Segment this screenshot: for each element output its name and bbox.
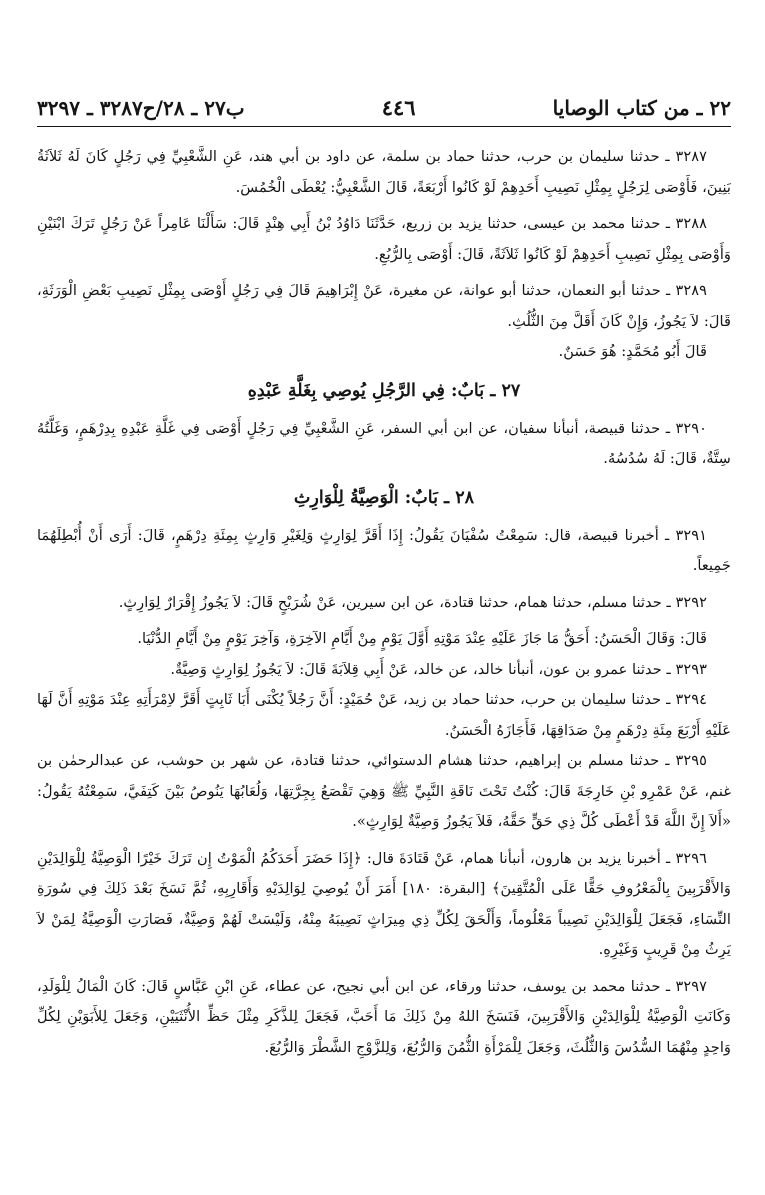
hadith-3290: ٣٢٩٠ ـ حدثنا قبيصة، أنبأنا سفيان، عن ابن أبي السفر، عَنِ الشَّعْبِيِّ فِي رَجُلٍ أَوْصَى فِي غَلَّةِ عَبْدِهِ بِدِرْهَمٍ، وَغَلَّتُهُ سِتَّةٌ، قَالَ: لَهُ سُدُسُهُ. — [37, 419, 731, 467]
running-header — [37, 86, 731, 127]
hadith-3293: ٣٢٩٣ ـ حدثنا عمرو بن عون، أنبأنا خالد، عن خالد، عَنْ أَبِي قِلاَبَةَ قَالَ: لاَ يَجُوزُ لِوَارِثٍ وَصِيَّةٌ. — [170, 660, 707, 678]
hadith-3292: ٣٢٩٢ ـ حدثنا مسلم، حدثنا همام، حدثنا قتادة، عن ابن سيرين، عَنْ شُرَيْحٍ قَالَ: لاَ يَجُوزُ إِقْرَارٌ لِوَارِثٍ. — [118, 593, 707, 611]
hadith-3287: ٣٢٨٧ ـ حدثنا سليمان بن حرب، حدثنا حماد بن سلمة، عن داود بن أبي هند، عَنِ الشَّعْبِيِّ فِي رَجُلٍ كَانَ لَهُ ثَلاَثَةُ بَنِينَ، فَأَوْصَى لِرَجُلٍ بِمِثْلِ نَصِيبِ أَحَدِهِمْ لَوْ كَانُوا أَرْبَعَةً، قَالَ الشَّعْبِيُّ: يُعْطَى الْخُمُسَ. — [37, 148, 731, 196]
hadith-3296: ٣٢٩٦ ـ أخبرنا يزيد بن هارون، أنبأنا همام، عَنْ قَتَادَةَ قال: ﴿إِذَا حَضَرَ أَحَدَكُمُ الْمَوْتُ إِن تَرَكَ خَيْرًا الْوَصِيَّةُ لِلْوَالِدَيْنِ وَالأَقْرَبِينَ بِالْمَعْرُوفِ حَقًّا عَلَى الْمُتَّقِينَ﴾ [البقرة: ١٨٠] أَمَرَ أَنْ يُوصِيَ لِوَالِدَيْهِ وَأَقَارِبِهِ، ثُمَّ نَسَخَ بَعْدَ ذَلِكَ فِي سُورَةِ النِّسَاءِ، فَجَعَلَ لِلْوَالِدَيْنِ نَصِيباً مَعْلُوماً، وَأَلْحَقَ لِكُلِّ ذِي مِيرَاثٍ نَصِيبَهُ مِنْهُ، وَلَيْسَتْ لَهُمْ وَصِيَّةٌ، فَصَارَتِ الْوَصِيَّةُ لِمَنْ لاَ يَرِثُ مِنْ قَرِيبٍ وَغَيْرِهِ. — [37, 849, 731, 958]
hadith-3297: ٣٢٩٧ ـ حدثنا محمد بن يوسف، حدثنا ورقاء، عن ابن أبي نجيح، عن عطاء، عَنِ ابْنِ عَبَّاسٍ قَالَ: كَانَ الْمَالُ لِلْوَلَدِ، وَكَانَتِ الْوَصِيَّةُ لِلْوَالِدَيْنِ وَالأَقْرَبِينَ، فَنَسَخَ اللهُ مِنْ ذَلِكَ مَا أَحَبَّ، فَجَعَلَ لِلذَّكَرِ مِثْلَ حَظِّ الأُنْثَيَيْنِ، وَجَعَلَ لِلأَبَوَيْنِ لِكُلِّ وَاحِدٍ مِنْهُمَا السُّدُسَ وَالثُّلُثَ، وَجَعَلَ لِلْمَرْأَةِ الثُّمُنَ وَالرُّبُعَ، وَلِلزَّوْجِ الشَّطْرَ وَالرُّبُعَ. — [37, 977, 731, 1056]
commentary-hasan: قَالَ: وَقَالَ الْحَسَنُ: أَحَقُّ مَا جَازَ عَلَيْهِ عِنْدَ مَوْتِهِ أَوَّلَ يَوْمٍ مِنْ أَيَّامِ الآخِرَةِ، وَآخِرَ يَوْمٍ مِنْ أَيَّامِ الدُّنْيَا. — [137, 630, 707, 647]
header-title: ٢٢ ـ من كتاب الوصايا — [552, 96, 731, 120]
chapter-heading-27: ٢٧ ـ بَابٌ: فِي الرَّجُلِ يُوصِي بِغَلَّةِ عَبْدِهِ — [247, 380, 521, 401]
page-body — [37, 142, 731, 1063]
page-number: ٤٤٦ — [381, 95, 416, 120]
hadith-3291: ٣٢٩١ ـ أخبرنا قبيصة، قال: سَمِعْتُ سُفْيَانَ يَقُولُ: إِذَا أَقَرَّ لِوَارِثٍ وَلِغَيْرِ وَارِثٍ بِمِئَةِ دِرْهَمٍ، قَالَ: أَرَى أَنْ أُبْطِلَهُمَا جَمِيعاً. — [37, 526, 731, 574]
hadith-3288: ٣٢٨٨ ـ حدثنا محمد بن عيسى، حدثنا يزيد بن زريع، حَدَّثَنَا دَاوُدُ بْنُ أَبِي هِنْدٍ قَالَ: سَأَلْنَا عَامِراً عَنْ رَجُلٍ تَرَكَ ابْنَيْنِ وَأَوْصَى بِمِثْلِ نَصِيبِ أَحَدِهِمْ لَوْ كَانُوا ثَلاَثَةً، قَالَ: أَوْصَى بِالرُّبُعِ. — [37, 215, 731, 263]
hadith-3294: ٣٢٩٤ ـ حدثنا سليمان بن حرب، حدثنا حماد بن زيد، عَنْ حُمَيْدٍ: أَنَّ رَجُلاً يُكْنَى أَبَا ثَابِتٍ أَقَرَّ لاِمْرَأَتِهِ عِنْدَ مَوْتِهِ أَنَّ لَهَا عَلَيْهِ أَرْبَعَ مِئَةِ دِرْهَمٍ مِنْ صَدَاقِهَا، فَأَجَازَهُ الْحَسَنُ. — [37, 691, 731, 739]
commentary-line: قَالَ أَبُو مُحَمَّدٍ: هُوَ حَسَنٌ. — [558, 343, 707, 360]
hadith-3289: ٣٢٨٩ ـ حدثنا أبو النعمان، حدثنا أبو عوانة، عن مغيرة، عَنْ إِبْرَاهِيمَ قَالَ فِي رَجُلٍ أَوْصَى بِمِثْلِ نَصِيبِ بَعْضِ الْوَرَثَةِ، قَالَ: لاَ يَجُوزُ، وَإِنْ كَانَ أَقَلَّ مِنَ الثُّلُثِ. — [37, 282, 731, 330]
header-references: ب٢٧ ـ ٢٨/ح٣٢٨٧ ـ ٣٢٩٧ — [37, 96, 245, 120]
chapter-heading-28: ٢٨ ـ بَابٌ: الْوَصِيَّةُ لِلْوَارِثِ — [293, 487, 475, 508]
hadith-3295: ٣٢٩٥ ـ حدثنا مسلم بن إبراهيم، حدثنا هشام الدستوائي، حدثنا قتادة، عن شهر بن حوشب، عن عبدالرحمٰن بن غنم، عَنْ عَمْرِو بْنِ خَارِجَةَ قَالَ: كُنْتُ تَحْتَ نَاقَةِ النَّبِيِّ ﷺ وَهِيَ تَقْصَعُ بِجِرَّتِهَا، وَلُعَابُهَا يَنُوصُ بَيْنَ كَتِفَيَّ، سَمِعْتُهُ يَقُولُ: «أَلاَ إِنَّ اللَّهَ قَدْ أَعْطَى كُلَّ ذِي حَقٍّ حَقَّهُ، فَلاَ يَجُوزُ وَصِيَّةٌ لِوَارِثٍ». — [37, 752, 731, 830]
